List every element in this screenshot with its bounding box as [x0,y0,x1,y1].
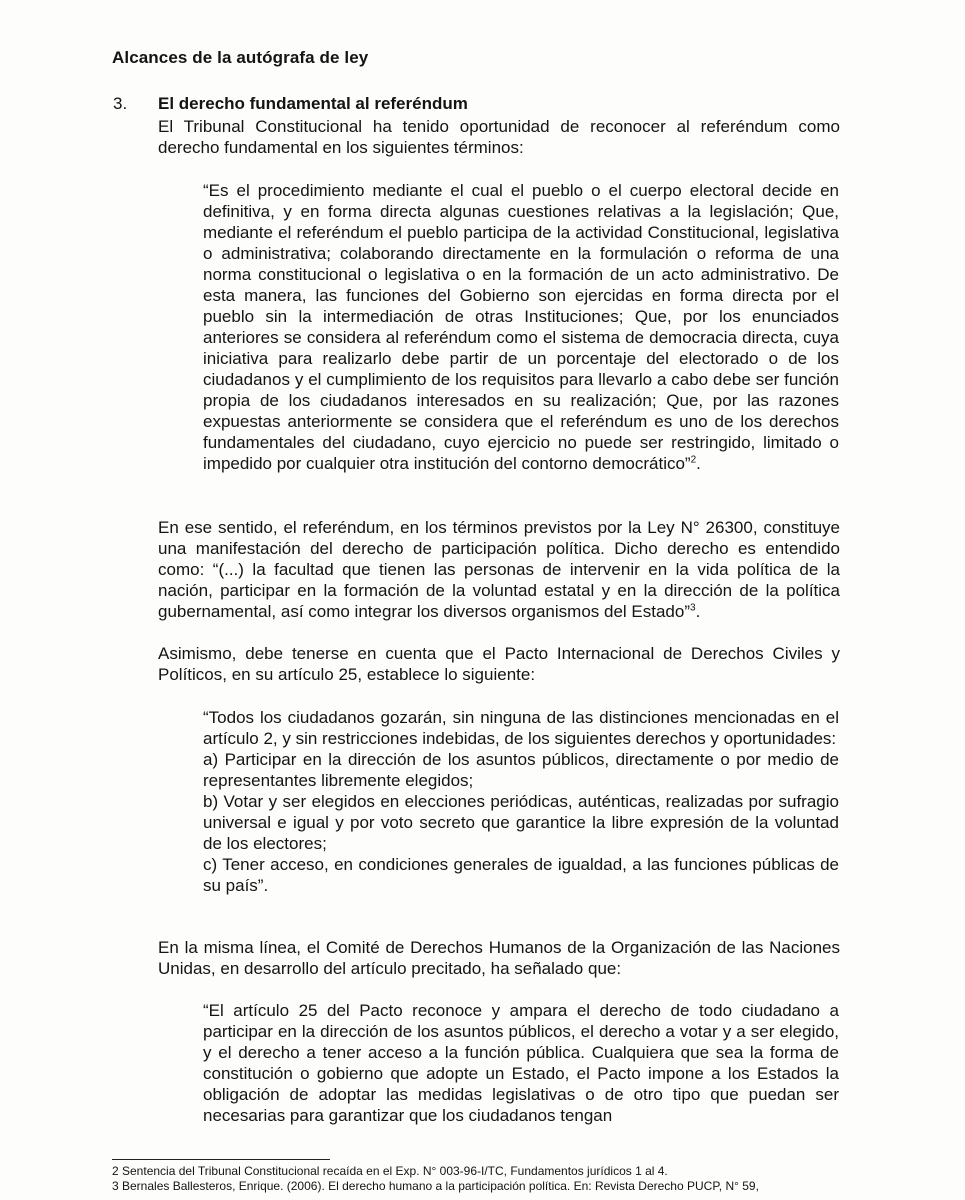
section-number: 3. [113,94,128,113]
quote-pacto-item-b: b) Votar y ser elegidos en elecciones periódicas, auténticas, realizadas por sufragio universal e igual y por voto secreto que garantice la libre expresión de la voluntad de los electores; [203,792,839,853]
quote-tribunal [203,180,839,474]
paragraph-participacion [158,517,840,622]
footnote-3: 3 Bernales Ballesteros, Enrique. (2006). El derecho humano a la participación política. En: Revista Derecho PUCP, N° 59, [112,1179,759,1193]
quote-pacto [203,707,839,896]
document-heading: Alcances de la autógrafa de ley [112,48,369,67]
intro-paragraph: El Tribunal Constitucional ha tenido oportunidad de reconocer al referéndum como derecho fundamental en los siguientes términos: [158,117,840,157]
paragraph-participacion-end: . [695,602,701,621]
quote-tribunal-end: . [696,454,701,473]
quote-tribunal-text: “Es el procedimiento mediante el cual el pueblo o el cuerpo electoral decide en definitiva, y en forma directa algunas cuestiones relativas a la legislación; Que, mediante el referéndum el pueblo participa de la actividad Constitucional, legislativa o administrativa; colaborando directamente en la formulación o reforma de una norma constitucional o legislativa o en la formación de un acto administrativo. De esta manera, las funciones del Gobierno son ejercidas en forma directa por el pueblo sin la intermediación de otras Instituciones; Que, por los enunciados anteriores se considera al referéndum como el sistema de democracia directa, cuya iniciativa para realizarlo debe partir de un porcentaje del electorado o de los ciudadanos y el cumplimiento de los requisitos para llevarlo a cabo debe ser función propia de los ciudadanos interesados en su realización; Que, por las razones expuestas anteriormente se considera que el referéndum es uno de los derechos fundamentales del ciudadano, cuyo ejercicio no puede ser restringido, limitado o impedido por cualquier otra institución del contorno democrático” [203,181,839,473]
footnote-ref-3: 3 [690,602,696,614]
paragraph-participacion-text: En ese sentido, el referéndum, en los términos previstos por la Ley N° 26300, constituye una manifestación del derecho de participación política. Dicho derecho es entendido como: “(...) la facultad que tienen las personas de intervenir en la vida política de la nación, participar en la formación de la voluntad estatal y en la dirección de la política gubernamental, así como integrar los diversos organismos del Estado” [158,518,840,621]
footnote-divider [112,1159,330,1160]
footnote-2: 2 Sentencia del Tribunal Constitucional recaída en el Exp. N° 003-96-I/TC, Fundamentos jurídicos 1 al 4. [112,1164,668,1178]
quote-pacto-item-a: a) Participar en la dirección de los asuntos públicos, directamente o por medio de representantes libremente elegidos; [203,750,839,790]
quote-pacto-item-c: c) Tener acceso, en condiciones generales de igualdad, a las funciones públicas de su país”. [203,855,839,895]
footnote-ref-2: 2 [690,454,697,466]
quote-comite: “El artículo 25 del Pacto reconoce y ampara el derecho de todo ciudadano a participar en la dirección de los asuntos públicos, el derecho a votar y a ser elegido, y el derecho a tener acceso a la función pública. Cualquiera que sea la forma de constitución o gobierno que adopte un Estado, el Pacto impone a los Estados la obligación de adoptar las medidas legislativas o de otro tipo que puedan ser necesarias para garantizar que los ciudadanos tengan [203,1001,839,1125]
section-title: El derecho fundamental al referéndum [158,94,468,113]
quote-pacto-intro: “Todos los ciudadanos gozarán, sin ninguna de las distinciones mencionadas en el artículo 2, y sin restricciones indebidas, de los siguientes derechos y oportunidades: [203,708,839,748]
paragraph-comite: En la misma línea, el Comité de Derechos Humanos de la Organización de las Naciones Unidas, en desarrollo del artículo precitado, ha señalado que: [158,938,840,978]
paragraph-pacto: Asimismo, debe tenerse en cuenta que el Pacto Internacional de Derechos Civiles y Políticos, en su artículo 25, establece lo siguiente: [158,644,840,684]
